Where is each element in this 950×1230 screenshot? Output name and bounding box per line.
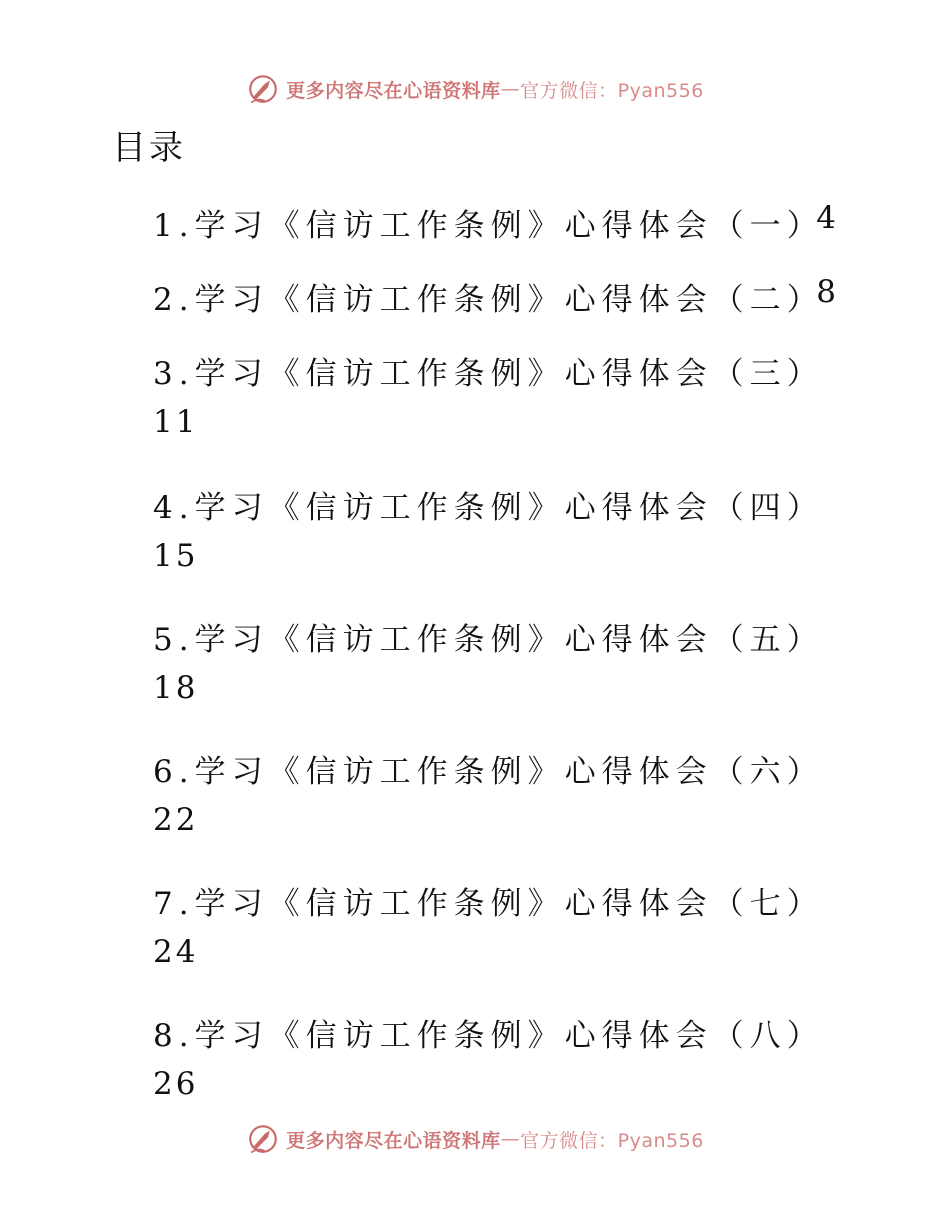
toc-entry-page-number: 26: [153, 1066, 199, 1102]
toc-entry[interactable]: [153, 878, 853, 970]
toc-entry[interactable]: [153, 348, 853, 440]
toc-entry-label: 1.学习《信访工作条例》心得体会（一）: [153, 208, 824, 244]
toc-entry-page-number: 8: [816, 274, 839, 310]
toc-entry-page-number: 4: [816, 200, 839, 236]
pen-nib-logo-icon: [246, 1122, 280, 1156]
toc-entry[interactable]: [153, 200, 853, 260]
toc-entry[interactable]: [153, 614, 853, 706]
toc-entry-page-number: 18: [153, 670, 199, 706]
toc-entry[interactable]: [153, 1010, 853, 1102]
toc-entry[interactable]: [153, 482, 853, 574]
watermark-brand: 更多内容尽在心语资料库: [286, 1129, 501, 1152]
watermark-wechat: 官方微信：Pyan556: [520, 79, 704, 102]
toc-entry-label: 4.学习《信访工作条例》心得体会（四）: [153, 490, 824, 526]
watermark-brand: 更多内容尽在心语资料库: [286, 79, 501, 102]
toc-entry-label: 3.学习《信访工作条例》心得体会（三）: [153, 356, 824, 392]
watermark-wechat: 官方微信：Pyan556: [520, 1129, 704, 1152]
toc-entry[interactable]: [153, 274, 853, 334]
toc-entry-label: 5.学习《信访工作条例》心得体会（五）: [153, 622, 824, 658]
toc-entry-page-number: 11: [153, 404, 199, 440]
toc-title: 目录: [112, 128, 186, 168]
toc-entry-page-number: 15: [153, 538, 199, 574]
toc-entry-label: 8.学习《信访工作条例》心得体会（八）: [153, 1018, 824, 1054]
toc-entry-label: 2.学习《信访工作条例》心得体会（二）: [153, 282, 824, 318]
toc-entry-page-number: 22: [153, 802, 199, 838]
watermark-dash: —: [500, 1128, 521, 1150]
watermark-dash: —: [500, 78, 521, 100]
footer-watermark: [0, 1122, 950, 1156]
toc-entry-label: 6.学习《信访工作条例》心得体会（六）: [153, 754, 824, 790]
toc-entry[interactable]: [153, 746, 853, 838]
toc-entry-page-number: 24: [153, 934, 199, 970]
toc-entry-label: 7.学习《信访工作条例》心得体会（七）: [153, 886, 824, 922]
